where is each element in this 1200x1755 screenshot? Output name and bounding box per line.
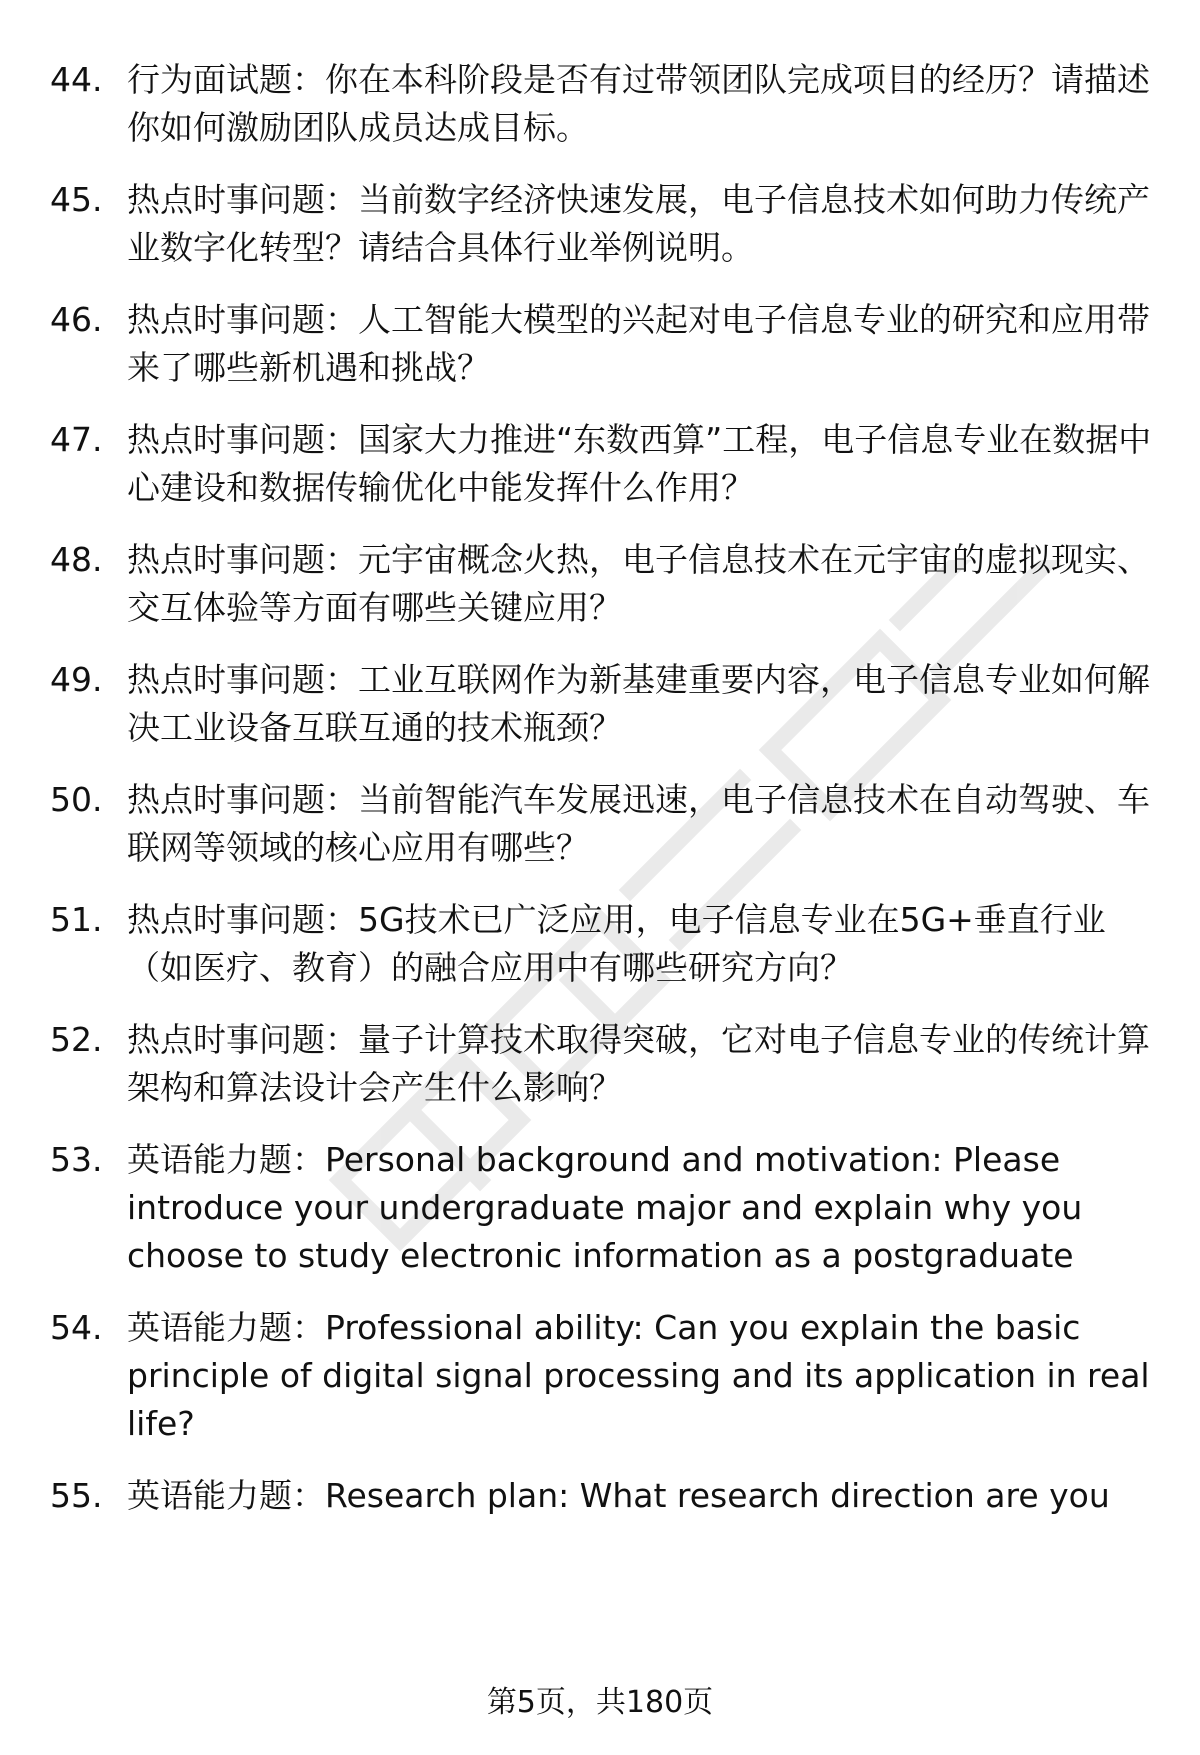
question-text: 英语能力题：Personal background and motivation: Please introduce your undergraduate major and explain why you choose to study electronic information as a postgraduate [127,1140,1083,1275]
question-text: 热点时事问题：国家大力推进“东数西算”工程，电子信息专业在数据中心建设和数据传输优化中能发挥什么作用？ [127,420,1152,507]
question-text: 热点时事问题：5G技术已广泛应用，电子信息专业在5G+垂直行业（如医疗、教育）的融合应用中有哪些研究方向？ [127,900,1106,987]
list-item [50,776,1160,872]
page-number-label: 第5页，共180页 [486,1685,714,1720]
question-text: 英语能力题：Professional ability: Can you explain the basic principle of digital signal processing and its application in real life? [127,1308,1150,1443]
page-footer [0,1683,1200,1723]
question-list [50,56,1160,1520]
question-number: 55. [50,1476,103,1515]
list-item [50,1472,1160,1520]
list-item [50,896,1160,992]
question-number: 45. [50,180,103,219]
question-text: 热点时事问题：人工智能大模型的兴起对电子信息专业的研究和应用带来了哪些新机遇和挑战？ [127,300,1150,387]
list-item [50,1016,1160,1112]
question-number: 44. [50,60,103,99]
question-number: 51. [50,900,103,939]
list-item [50,1304,1160,1448]
question-text: 英语能力题：Research plan: What research direction are you [127,1476,1110,1515]
question-number: 46. [50,300,103,339]
question-number: 47. [50,420,103,459]
question-text: 热点时事问题：元宇宙概念火热，电子信息技术在元宇宙的虚拟现实、交互体验等方面有哪些关键应用？ [127,540,1150,627]
question-text: 热点时事问题：当前数字经济快速发展，电子信息技术如何助力传统产业数字化转型？请结合具体行业举例说明。 [127,180,1150,267]
question-number: 48. [50,540,103,579]
list-item [50,416,1160,512]
question-text: 行为面试题：你在本科阶段是否有过带领团队完成项目的经历？请描述你如何激励团队成员达成目标。 [127,60,1150,147]
question-number: 54. [50,1308,103,1347]
list-item [50,536,1160,632]
question-text: 热点时事问题：工业互联网作为新基建重要内容，电子信息专业如何解决工业设备互联互通的技术瓶颈？ [127,660,1150,747]
list-item [50,296,1160,392]
question-number: 52. [50,1020,103,1059]
question-number: 49. [50,660,103,699]
question-number: 50. [50,780,103,819]
list-item [50,656,1160,752]
question-text: 热点时事问题：量子计算技术取得突破，它对电子信息专业的传统计算架构和算法设计会产生什么影响？ [127,1020,1150,1107]
question-number: 53. [50,1140,103,1179]
list-item [50,56,1160,152]
list-item [50,176,1160,272]
question-text: 热点时事问题：当前智能汽车发展迅速，电子信息技术在自动驾驶、车联网等领域的核心应用有哪些？ [127,780,1150,867]
list-item [50,1136,1160,1280]
